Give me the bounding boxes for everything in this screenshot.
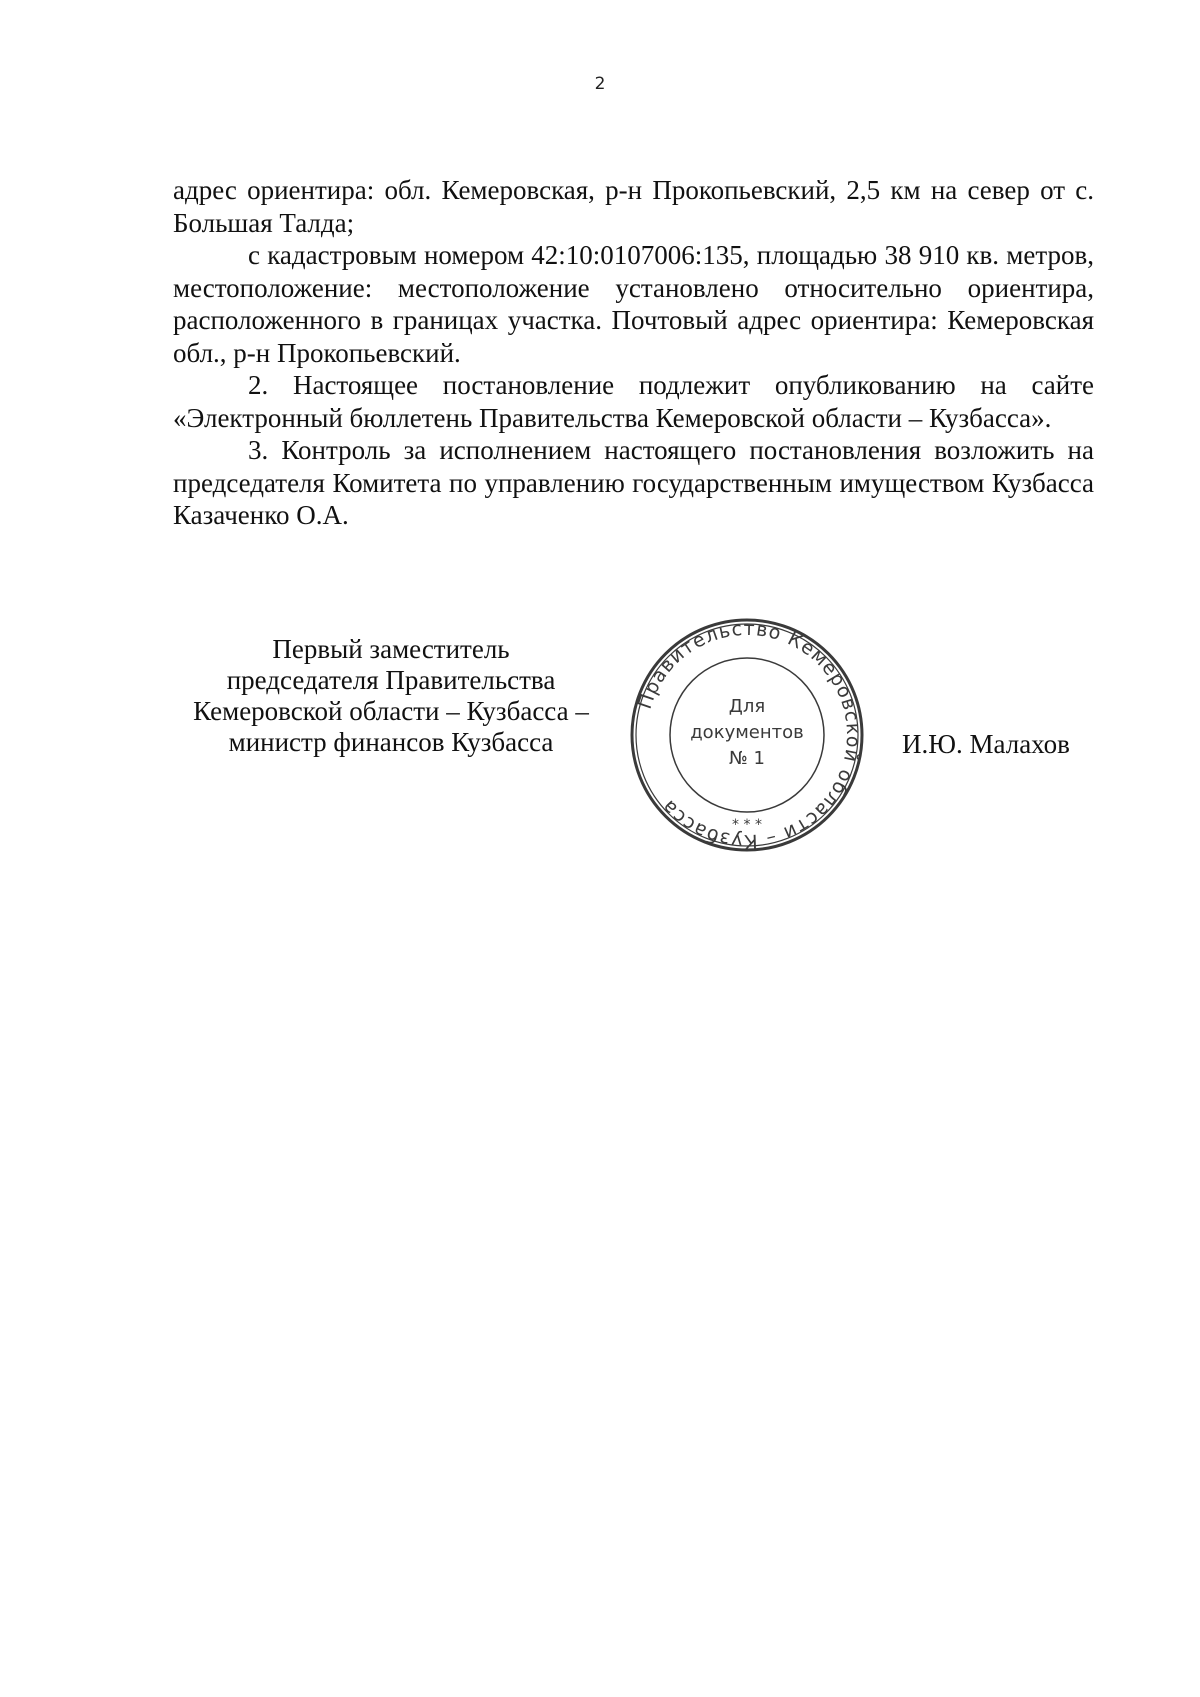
page-number: 2 <box>594 74 606 94</box>
stamp-center-line: Для <box>728 696 766 717</box>
stamp-center-line: № 1 <box>729 748 765 769</box>
paragraph-control: 3. Контроль за исполнением настоящего постановления возложить на председателя Комитета по управлению государственным имуществом Кузбасса Казаченко О.А. <box>173 435 1094 530</box>
signatory-name: И.Ю. Малахов <box>902 729 1070 759</box>
official-stamp <box>629 617 865 853</box>
signatory-title <box>176 634 606 758</box>
signatory-title-line: Кемеровской области – Кузбасса – <box>193 696 589 726</box>
paragraph-cadastral: с кадастровым номером 42:10:0107006:135, площадью 38 910 кв. метров, местоположение: местоположение установлено относительно ориентира, расположенного в границах участка. Почтовый адрес ориентира: Кемеровская обл., р-н Прокопьевский. <box>173 240 1094 368</box>
document-body <box>173 174 1094 532</box>
paragraph-publication: 2. Настоящее постановление подлежит опубликованию на сайте «Электронный бюллетень Правительства Кемеровской области – Кузбасса». <box>173 370 1094 433</box>
stamp-ring-text: Правительство Кемеровской области – Кузбасса <box>633 617 865 853</box>
signatory-title-line: Первый заместитель <box>272 634 510 664</box>
stamp-center-line: документов <box>690 722 804 743</box>
stamp-stars: * * * <box>732 817 762 833</box>
signatory-title-line: председателя Правительства <box>226 665 556 695</box>
paragraph-address-1: адрес ориентира: обл. Кемеровская, р-н Прокопьевский, 2,5 км на север от с. Большая Талда; <box>173 175 1094 238</box>
signatory-title-line: министр финансов Кузбасса <box>228 727 554 757</box>
